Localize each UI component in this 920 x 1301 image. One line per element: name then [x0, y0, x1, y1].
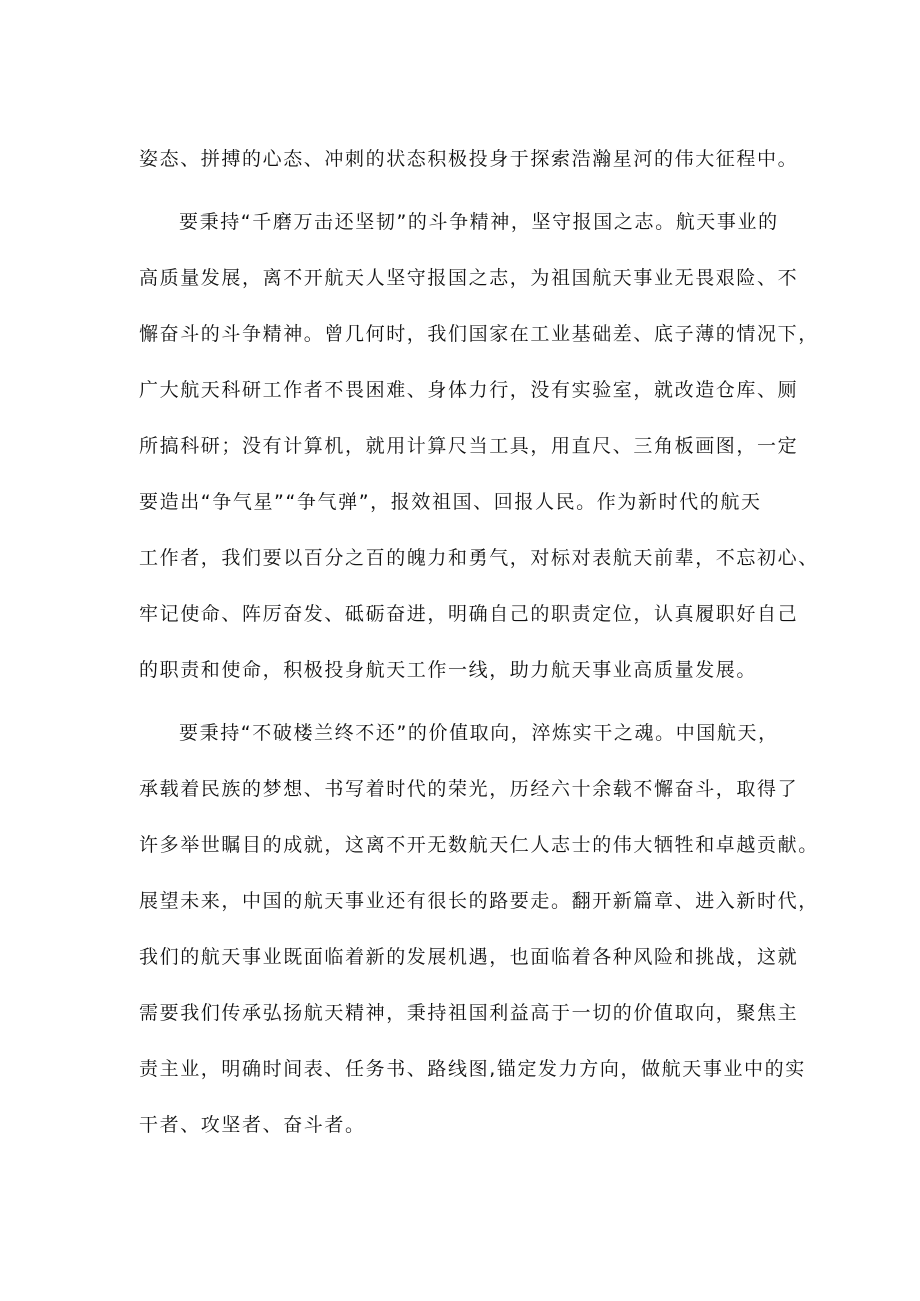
text-line: 姿态、拼搏的心态、冲刺的状态积极投身于探索浩瀚星河的伟大征程中。: [139, 148, 799, 170]
paragraph-continuation: [139, 131, 799, 187]
text-line: 我们的航天事业既面临着新的发展机遇，也面临着各种风险和挑战，这就: [139, 946, 799, 968]
text-line: 工作者，我们要以百分之百的魄力和勇气，对标对表航天前辈，不忘初心、: [139, 547, 819, 569]
text-line: 懈奋斗的斗争精神。曾几何时，我们国家在工业基础差、底子薄的情况下，: [139, 323, 819, 345]
text-line: 承载着民族的梦想、书写着时代的荣光，历经六十余载不懈奋斗，取得了: [139, 778, 799, 800]
text-line: 许多举世瞩目的成就，这离不开无数航天仁人志士的伟大牺牲和卓越贡献。: [139, 834, 819, 856]
text-line: 所搞科研；没有计算机，就用计算尺当工具，用直尺、三角板画图，一定: [139, 435, 799, 457]
paragraph-gap: [139, 698, 799, 705]
text-line: 需要我们传承弘扬航天精神，秉持祖国利益高于一切的价值取向，聚焦主: [139, 1002, 799, 1024]
paragraph-struggle-spirit: [139, 194, 819, 698]
text-line: 要造出“争气星”“争气弹”，报效祖国、回报人民。作为新时代的航天: [139, 491, 762, 513]
text-line: 广大航天科研工作者不畏困难、身体力行，没有实验室，就改造仓库、厕: [139, 379, 799, 401]
document-body: [139, 131, 819, 1153]
text-line: 干者、攻坚者、奋斗者。: [139, 1114, 366, 1136]
text-line: 要秉持“千磨万击还坚韧”的斗争精神，坚守报国之志。航天事业的: [179, 211, 779, 233]
text-line: 牢记使命、阵厉奋发、砥砺奋进，明确自己的职责定位，认真履职好自己: [139, 603, 799, 625]
text-line: 高质量发展，离不开航天人坚守报国之志，为祖国航天事业无畏艰险、不: [139, 267, 799, 289]
text-line: 责主业，明确时间表、任务书、路线图,锚定发力方向，做航天事业中的实: [139, 1058, 806, 1080]
text-line: 的职责和使命，积极投身航天工作一线，助力航天事业高质量发展。: [139, 659, 758, 681]
paragraph-value-orientation: [139, 705, 819, 1153]
text-line: 展望未来，中国的航天事业还有很长的路要走。翻开新篇章、进入新时代，: [139, 890, 819, 912]
text-line: 要秉持“不破楼兰终不还”的价值取向，淬炼实干之魂。中国航天，: [179, 722, 779, 744]
paragraph-gap: [139, 187, 799, 194]
